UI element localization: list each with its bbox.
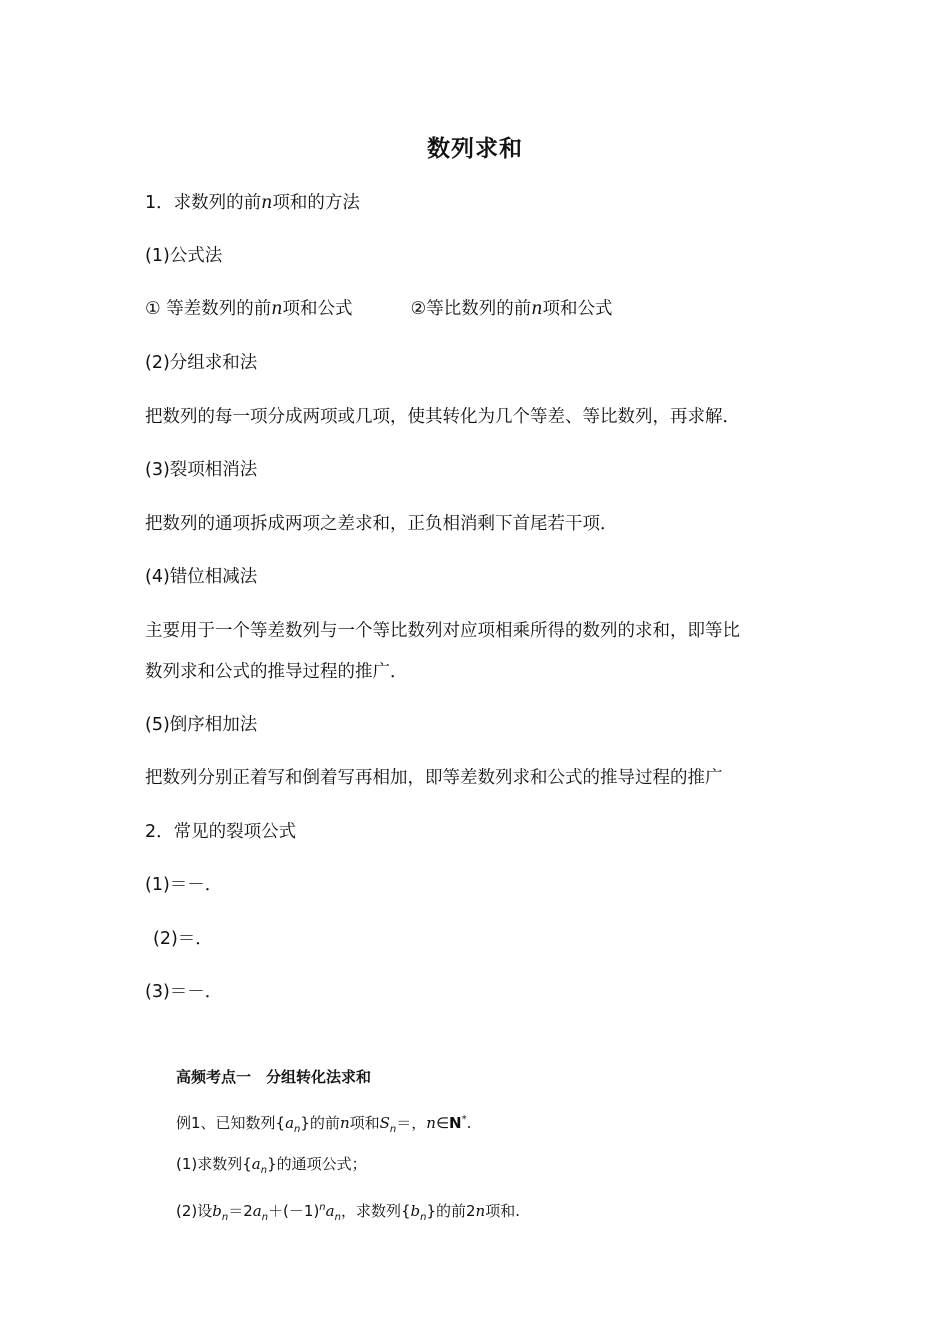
- formula-3: (3)＝－．: [145, 982, 223, 1002]
- method-2-heading: (2)分组求和法: [145, 353, 258, 373]
- formula-1: (1)＝－．: [145, 875, 223, 895]
- page-title: 数列求和: [427, 136, 523, 162]
- method-3-heading: (3)裂项相消法: [145, 460, 258, 480]
- example-heading: 高频考点一 分组转化法求和: [176, 1068, 372, 1086]
- example-1-sub-question-1: (1)求数列$\{a_n\}$的通项公式；: [176, 1155, 367, 1176]
- formula-2: (2)＝．: [153, 929, 213, 949]
- method-4-text-line-1: 主要用于一个等差数列与一个等比数列对应项相乘所得的数列的求和，即等比: [145, 621, 740, 641]
- example-1-sub-question-2: (2)设$b_n=2a_n+(-1)^na_n$，求数列$\{b_n\}$的前2n项和.: [176, 1202, 520, 1223]
- method-1-items: ① 等差数列的前n项和公式 ②等比数列的前n项和公式: [145, 299, 613, 319]
- method-5-text: 把数列分别正着写和倒着写再相加，即等差数列求和公式的推导过程的推广: [145, 768, 723, 788]
- section-2-heading: 2．常见的裂项公式: [145, 822, 297, 842]
- example-1-question: 例1、已知数列$\{a_n\}$的前n项和$S_n=$，n∈N*.: [176, 1114, 472, 1135]
- section-1-heading: 1．求数列的前n项和的方法: [145, 193, 360, 213]
- method-4-heading: (4)错位相减法: [145, 567, 258, 587]
- method-1-heading: (1)公式法: [145, 246, 223, 266]
- method-5-heading: (5)倒序相加法: [145, 715, 258, 735]
- method-2-text: 把数列的每一项分成两项或几项，使其转化为几个等差、等比数列，再求解．: [145, 407, 740, 427]
- method-4-text-line-2: 数列求和公式的推导过程的推广．: [145, 662, 408, 682]
- method-3-text: 把数列的通项拆成两项之差求和，正负相消剩下首尾若干项．: [145, 514, 618, 534]
